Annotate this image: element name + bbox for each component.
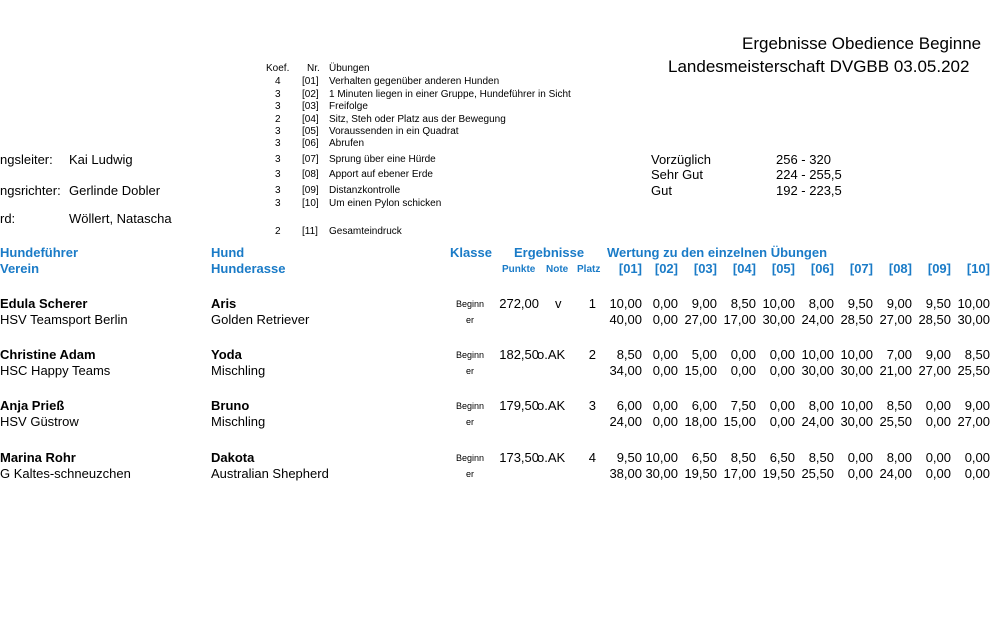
exercise-score: 8,00 <box>886 450 912 465</box>
official-name: Kai Ludwig <box>69 152 133 167</box>
weighted-score: 0,00 <box>769 414 795 429</box>
exercise-score: 10,00 <box>801 347 834 362</box>
exercise-score: 10,00 <box>609 296 642 311</box>
grade-range: 224 - 255,5 <box>776 167 842 182</box>
handler-name: Anja Prieß <box>0 398 65 413</box>
exercise-score: 0,00 <box>925 398 951 413</box>
exercise-koef: 3 <box>275 154 281 165</box>
exercise-score: 0,00 <box>964 450 990 465</box>
exercise-score: 10,00 <box>957 296 990 311</box>
grade-range: 192 - 223,5 <box>776 183 842 198</box>
exercise-name: Verhalten gegenüber anderen Hunden <box>329 76 500 87</box>
weighted-score: 15,00 <box>723 414 756 429</box>
exercise-koef: 2 <box>275 114 281 125</box>
header-platz: Platz <box>577 264 601 275</box>
total-points: 179,50 <box>499 398 539 413</box>
exercise-name: Distanzkontrolle <box>329 185 401 196</box>
exercise-koef: 3 <box>275 101 281 112</box>
official-label: ngsrichter: <box>0 183 61 198</box>
exercise-score: 9,50 <box>925 296 951 311</box>
header-punkte: Punkte <box>502 264 536 275</box>
exercise-nr: [02] <box>302 89 319 100</box>
weighted-score: 27,00 <box>918 363 951 378</box>
weighted-score: 0,00 <box>847 466 873 481</box>
klasse-line2: er <box>466 366 475 376</box>
exercise-score: 7,00 <box>886 347 912 362</box>
exercise-koef: 3 <box>275 89 281 100</box>
weighted-score: 0,00 <box>925 466 951 481</box>
exercise-score: 6,50 <box>691 450 717 465</box>
weighted-score: 21,00 <box>879 363 912 378</box>
score-column-header: [09] <box>927 261 951 276</box>
exercise-nr: [06] <box>302 138 319 149</box>
placement: 1 <box>588 296 596 311</box>
weighted-score: 30,00 <box>957 312 990 327</box>
exercise-score: 9,50 <box>616 450 642 465</box>
weighted-score: 17,00 <box>723 466 756 481</box>
exercise-score: 0,00 <box>652 296 678 311</box>
score-column-header: [04] <box>732 261 756 276</box>
exercise-score: 0,00 <box>730 347 756 362</box>
weighted-score: 0,00 <box>925 414 951 429</box>
score-column-header: [10] <box>966 261 990 276</box>
grade-note: o.AK <box>537 450 566 465</box>
exercise-nr-header: Nr. <box>307 63 320 74</box>
klasse-line1: Beginn <box>456 453 485 463</box>
score-column-header: [08] <box>888 261 912 276</box>
exercise-name-header: Übungen <box>329 63 370 74</box>
exercise-score: 8,50 <box>808 450 834 465</box>
handler-name: Christine Adam <box>0 347 96 362</box>
score-column-header: [05] <box>771 261 795 276</box>
grade-note: o.AK <box>537 398 566 413</box>
exercise-score: 6,00 <box>616 398 642 413</box>
weighted-score: 0,00 <box>652 363 678 378</box>
weighted-score: 19,50 <box>684 466 717 481</box>
score-column-header: [07] <box>849 261 873 276</box>
dog-name: Dakota <box>211 450 255 465</box>
weighted-score: 34,00 <box>609 363 642 378</box>
weighted-score: 30,00 <box>840 414 873 429</box>
weighted-score: 0,00 <box>964 466 990 481</box>
weighted-score: 25,50 <box>957 363 990 378</box>
klasse-line2: er <box>466 315 475 325</box>
weighted-score: 28,50 <box>840 312 873 327</box>
header-ergebnisse: Ergebnisse <box>514 245 585 260</box>
weighted-score: 27,00 <box>879 312 912 327</box>
weighted-score: 30,00 <box>762 312 795 327</box>
dog-name: Bruno <box>211 398 250 413</box>
grade-note: o.AK <box>537 347 566 362</box>
exercise-score: 9,00 <box>886 296 912 311</box>
exercise-name: Sprung über eine Hürde <box>329 154 436 165</box>
header-hundefuehrer: Hundeführer <box>0 245 78 260</box>
exercise-score: 6,00 <box>691 398 717 413</box>
weighted-score: 18,00 <box>684 414 717 429</box>
exercise-name: Um einen Pylon schicken <box>329 198 442 209</box>
weighted-score: 24,00 <box>609 414 642 429</box>
dog-breed: Mischling <box>211 414 266 429</box>
exercise-score: 8,50 <box>964 347 990 362</box>
exercise-score: 0,00 <box>769 347 795 362</box>
weighted-score: 30,00 <box>801 363 834 378</box>
exercise-koef: 3 <box>275 198 281 209</box>
exercise-nr: [09] <box>302 185 319 196</box>
official-label: rd: <box>0 211 16 226</box>
klasse-line2: er <box>466 417 475 427</box>
weighted-score: 24,00 <box>879 466 912 481</box>
exercise-name: Freifolge <box>329 101 368 112</box>
page-title-line1: Ergebnisse Obedience Beginne <box>742 34 982 53</box>
exercise-koef: 3 <box>275 138 281 149</box>
grade-name: Sehr Gut <box>651 167 704 182</box>
exercise-score: 10,00 <box>645 450 678 465</box>
exercise-score: 8,50 <box>730 296 756 311</box>
header-verein: Verein <box>0 261 40 276</box>
weighted-score: 24,00 <box>801 414 834 429</box>
exercise-score: 10,00 <box>840 398 873 413</box>
exercise-name: Sitz, Steh oder Platz aus der Bewegung <box>329 114 506 125</box>
header-note: Note <box>546 264 569 275</box>
exercise-score: 0,00 <box>652 398 678 413</box>
weighted-score: 15,00 <box>684 363 717 378</box>
placement: 4 <box>588 450 596 465</box>
total-points: 272,00 <box>499 296 539 311</box>
weighted-score: 30,00 <box>645 466 678 481</box>
header-klasse: Klasse <box>450 245 492 260</box>
dog-name: Yoda <box>211 347 242 362</box>
weighted-score: 0,00 <box>730 363 756 378</box>
exercise-score: 0,00 <box>847 450 873 465</box>
exercise-name: Abrufen <box>329 138 365 149</box>
handler-name: Marina Rohr <box>0 450 76 465</box>
weighted-score: 30,00 <box>840 363 873 378</box>
exercise-nr: [11] <box>302 226 318 237</box>
dog-breed: Australian Shepherd <box>211 466 329 481</box>
exercise-score: 8,00 <box>808 398 834 413</box>
page-title-line2: Landesmeisterschaft DVGBB 03.05.202 <box>668 57 970 76</box>
club-name: G Kaltes-schneuzchen <box>0 466 131 481</box>
exercise-score: 8,50 <box>730 450 756 465</box>
score-column-header: [06] <box>810 261 834 276</box>
exercise-nr: [08] <box>302 169 319 180</box>
score-column-header: [03] <box>693 261 717 276</box>
grade-range: 256 - 320 <box>776 152 831 167</box>
exercise-koef: 3 <box>275 126 281 137</box>
exercise-score: 10,00 <box>762 296 795 311</box>
official-name: Wöllert, Natascha <box>69 211 172 226</box>
exercise-score: 7,50 <box>730 398 756 413</box>
exercise-koef: 4 <box>275 76 281 87</box>
weighted-score: 25,50 <box>879 414 912 429</box>
score-column-header: [02] <box>654 261 678 276</box>
weighted-score: 0,00 <box>652 312 678 327</box>
weighted-score: 25,50 <box>801 466 834 481</box>
exercise-nr: [10] <box>302 198 319 209</box>
exercise-score: 8,50 <box>616 347 642 362</box>
exercise-score: 0,00 <box>769 398 795 413</box>
weighted-score: 0,00 <box>769 363 795 378</box>
exercise-nr: [04] <box>302 114 319 125</box>
club-name: HSC Happy Teams <box>0 363 111 378</box>
exercise-name: 1 Minuten liegen in einer Gruppe, Hundeführer in Sicht <box>329 89 571 100</box>
weighted-score: 28,50 <box>918 312 951 327</box>
header-hunderasse: Hunderasse <box>211 261 286 276</box>
exercise-score: 9,00 <box>925 347 951 362</box>
klasse-line2: er <box>466 469 475 479</box>
total-points: 182,50 <box>499 347 539 362</box>
exercise-score: 6,50 <box>769 450 795 465</box>
exercise-score: 8,00 <box>808 296 834 311</box>
club-name: HSV Güstrow <box>0 414 79 429</box>
placement: 2 <box>588 347 596 362</box>
exercise-koef-header: Koef. <box>266 63 290 74</box>
club-name: HSV Teamsport Berlin <box>0 312 128 327</box>
weighted-score: 38,00 <box>609 466 642 481</box>
weighted-score: 0,00 <box>652 414 678 429</box>
exercise-nr: [07] <box>302 154 319 165</box>
exercise-score: 0,00 <box>652 347 678 362</box>
exercise-koef: 3 <box>275 169 281 180</box>
exercise-koef: 3 <box>275 185 281 196</box>
weighted-score: 19,50 <box>762 466 795 481</box>
exercise-name: Apport auf ebener Erde <box>329 169 433 180</box>
handler-name: Edula Scherer <box>0 296 88 311</box>
exercise-score: 8,50 <box>886 398 912 413</box>
weighted-score: 27,00 <box>957 414 990 429</box>
exercise-score: 9,00 <box>964 398 990 413</box>
klasse-line1: Beginn <box>456 299 485 309</box>
exercise-score: 9,00 <box>691 296 717 311</box>
placement: 3 <box>588 398 596 413</box>
exercise-name: Gesamteindruck <box>329 226 402 237</box>
dog-breed: Mischling <box>211 363 266 378</box>
klasse-line1: Beginn <box>456 350 485 360</box>
grade-name: Gut <box>651 183 672 198</box>
exercise-nr: [01] <box>302 76 319 87</box>
weighted-score: 27,00 <box>684 312 717 327</box>
exercise-score: 0,00 <box>925 450 951 465</box>
official-name: Gerlinde Dobler <box>69 183 161 198</box>
exercise-name: Voraussenden in ein Quadrat <box>329 126 459 137</box>
official-label: ngsleiter: <box>0 152 53 167</box>
header-hund: Hund <box>211 245 245 260</box>
exercise-nr: [05] <box>302 126 319 137</box>
weighted-score: 40,00 <box>609 312 642 327</box>
weighted-score: 24,00 <box>801 312 834 327</box>
score-column-header: [01] <box>618 261 642 276</box>
dog-name: Aris <box>211 296 237 311</box>
total-points: 173,50 <box>499 450 539 465</box>
weighted-score: 17,00 <box>723 312 756 327</box>
exercise-score: 9,50 <box>847 296 873 311</box>
exercise-koef: 2 <box>275 226 281 237</box>
exercise-score: 5,00 <box>691 347 717 362</box>
dog-breed: Golden Retriever <box>211 312 310 327</box>
grade-note: v <box>555 296 562 311</box>
exercise-score: 10,00 <box>840 347 873 362</box>
klasse-line1: Beginn <box>456 401 485 411</box>
grade-name: Vorzüglich <box>651 152 711 167</box>
exercise-nr: [03] <box>302 101 319 112</box>
header-wertung: Wertung zu den einzelnen Übungen <box>607 245 828 260</box>
